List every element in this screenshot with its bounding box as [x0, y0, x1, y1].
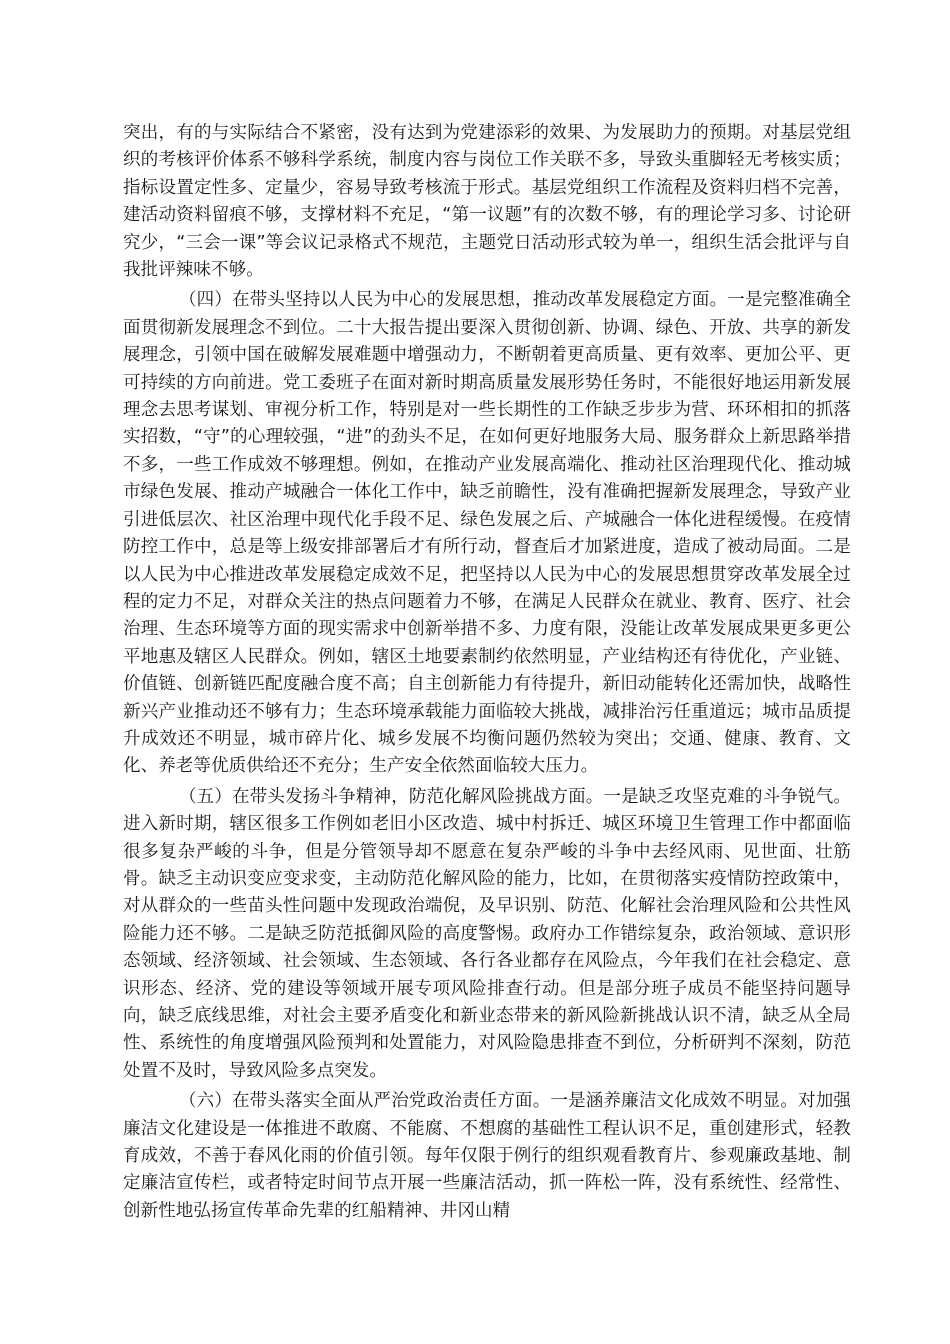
paragraph-continuation	[123, 120, 851, 284]
paragraph-text: 突出，有的与实际结合不紧密，没有达到为党建添彩的效果、为发展助力的预期。对基层党组织的考核评价体系不够科学系统，制度内容与岗位工作关联不多，导致头重脚轻无考核实质；指标设置定性多、定量少，容易导致考核流于形式。基层党组织工作流程及资料归档不完善，建活动资料留痕不够，支撑材料不充足，“第一议题”有的次数不够，有的理论学习多、讨论研究少，“三会一课”等会议记录格式不规范，主题党日活动形式较为单一，组织生活会批评与自我批评辣味不够。	[123, 123, 851, 281]
section-number: （五）	[179, 786, 233, 807]
paragraph-text: 在带头落实全面从严治党政治责任方面。一是涵养廉洁文化成效不明显。对加强廉洁文化建设是一体推进不敢腐、不能腐、不想腐的基础性工程认识不足，重创建形式，轻教育成效，不善于春风化雨的价值引领。每年仅限于例行的组织观看教育片、参观廉政基地、制定廉洁宣传栏，或者特定时间节点开展一些廉洁活动，抓一阵松一阵，没有系统性、经常性、创新性地弘扬宣传革命先辈的红船精神、井冈山精	[123, 1091, 851, 1221]
document-body	[123, 120, 851, 1228]
paragraph-text: 在带头发扬斗争精神，防范化解风险挑战方面。一是缺乏攻坚克难的斗争锐气。进入新时期，辖区很多工作例如老旧小区改造、城中村拆迁、城区环境卫生管理工作中都面临很多复杂严峻的斗争，但是分管领导却不愿意在复杂严峻的斗争中去经风雨、见世面、壮筋骨。缺乏主动识变应变求变，主动防范化解风险的能力，比如，在贯彻落实疫情防控政策中，对从群众的一些苗头性问题中发现政治端倪，及早识别、防范、化解社会治理风险和公共性风险能力还不够。二是缺乏防范抵御风险的高度警惕。政府办工作错综复杂，政治领域、意识形态领域、经济领域、社会领域、生态领域、各行各业都存在风险点，今年我们在社会稳定、意识形态、经济、党的建设等领域开展专项风险排查行动。但是部分班子成员不能坚持问题导向，缺乏底线思维，对社会主要矛盾变化和新业态带来的新风险新挑战认识不清，缺乏从全局性、系统性的角度增强风险预判和处置能力，对风险隐患排查不到位，分析研判不深刻，防范处置不及时，导致风险多点突发。	[123, 786, 851, 1081]
paragraph-text: 在带头坚持以人民为中心的发展思想，推动改革发展稳定方面。一是完整准确全面贯彻新发展理念不到位。二十大报告提出要深入贯彻创新、协调、绿色、开放、共享的新发展理念，引领中国在破解发展难题中增强动力，不断朝着更高质量、更有效率、更加公平、更可持续的方向前进。党工委班子在面对新时期高质量发展形势任务时，不能很好地运用新发展理念去思考谋划、审视分析工作，特别是对一些长期性的工作缺乏步步为营、环环相扣的抓落实招数，“守”的心理较强，“进”的劲头不足，在如何更好地服务大局、服务群众上新思路举措不多，一些工作成效不够理想。例如，在推动产业发展高端化、推动社区治理现代化、推动城市绿色发展、推动产城融合一体化工作中，缺乏前瞻性，没有准确把握新发展理念，导致产业引进低层次、社区治理中现代化手段不足、绿色发展之后、产城融合一体化进程缓慢。在疫情防控工作中，总是等上级安排部署后才有所行动，督查后才加紧进度，造成了被动局面。二是以人民为中心推进改革发展稳定成效不足，把坚持以人民为中心的发展思想贯穿改革发展全过程的定力不足，对群众关注的热点问题着力不够，在满足人民群众在就业、教育、医疗、社会治理、生态环境等方面的现实需求中创新举措不多、力度有限，没能让改革发展成果更多更公平地惠及辖区人民群众。例如，辖区土地要素制约依然明显，产业结构还有待优化，产业链、价值链、创新链匹配度融合度不高；自主创新能力有待提升，新旧动能转化还需加快，战略性新兴产业推动还不够有力；生态环境承载能力面临较大挑战，减排治污任重道远；城市品质提升成效还不明显，城市碎片化、城乡发展不均衡问题仍然较为突出；交通、健康、教育、文化、养老等优质供给还不充分；生产安全依然面临较大压力。	[123, 290, 851, 777]
section-number: （六）	[179, 1091, 233, 1112]
paragraph-section-5	[123, 784, 851, 1085]
paragraph-section-4	[123, 287, 851, 780]
paragraph-section-6	[123, 1088, 851, 1225]
section-number: （四）	[179, 290, 233, 311]
